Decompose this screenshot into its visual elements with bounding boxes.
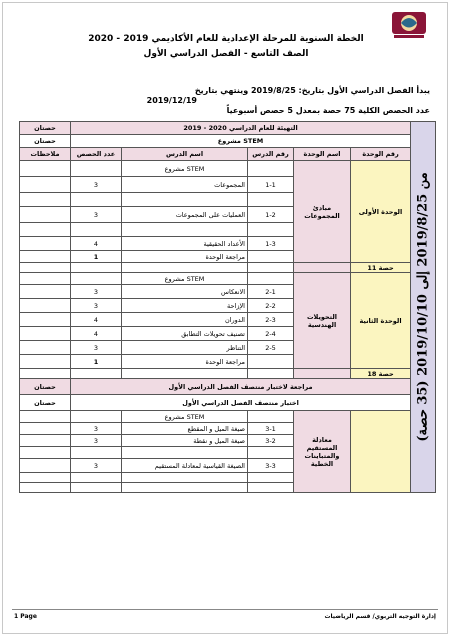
stem-row	[20, 135, 411, 148]
table-row: 3 المجموعات 1-1	[20, 177, 411, 193]
prep-count: حصتان	[20, 122, 71, 135]
stem-label: مشروع STEM	[71, 135, 411, 148]
header-periods: عدد الحصص	[71, 148, 122, 161]
table-row: 4 تصنيف تحويلات التطابق 2-4	[20, 327, 411, 341]
table-row: 3 صيغة الميل و المقطع 3-1	[20, 423, 411, 435]
header-lesson-name: اسم الدرس	[122, 148, 248, 161]
prep-row	[20, 122, 411, 135]
total-periods: عدد الحصص الكلية 75 حصة بمعدل 5 حصص أسبوعياً	[226, 106, 430, 115]
table-row: 1 مراجعة الوحدة	[20, 355, 411, 369]
table-row: 3 التناظر 2-5	[20, 341, 411, 355]
start-line: يبدأ الفصل الدراسي الأول بتاريخ: 2019/8/25 وينتهي بتاريخ	[194, 86, 430, 95]
semester-dates	[195, 86, 430, 95]
table-row: مشروع STEM مبادئ المجموعات الوحدة الأولى	[20, 161, 411, 177]
unit2-total: 18 حصة	[351, 369, 411, 379]
header-unit-name: اسم الوحدة	[294, 148, 351, 161]
header-notes: ملاحظات	[20, 148, 71, 161]
header-row	[20, 148, 411, 161]
stem-count: حصتان	[20, 135, 71, 148]
table-row: 3 العمليات على المجموعات 1-2	[20, 207, 411, 223]
unit1-no: الوحدة الأولى	[351, 161, 411, 263]
unit2-total-row	[20, 369, 411, 379]
unit1-name: مبادئ المجموعات	[294, 161, 351, 263]
header-lesson-no: رقم الدرس	[248, 148, 294, 161]
table-row: 3 الصيغة القياسية لمعادلة المستقيم 3-3	[20, 459, 411, 473]
table-row: 3 صيغة الميل و نقطة 3-2	[20, 435, 411, 447]
side-date-range: من 2019/8/25 إلى 2019/10/10 (35 حصة)	[410, 121, 436, 493]
page-subtitle: الصف التاسع - الفصل الدراسي الأول	[143, 49, 309, 59]
prep-label: التهيئة للعام الدراسي 2020 - 2019	[71, 122, 411, 135]
exam-row	[20, 395, 411, 411]
table-row: 3 الإزاحة 2-2	[20, 299, 411, 313]
unit3-no	[351, 411, 411, 493]
review-label: مراجعة لاختبار منتصف الفصل الدراسي الأول	[71, 379, 411, 395]
page-number: 1 Page	[14, 613, 37, 620]
table-row: مشروع STEM التحويلات الهندسية الوحدة الثانية	[20, 273, 411, 285]
table-row: 3 الانعكاس 2-1	[20, 285, 411, 299]
page-title: الخطة السنوية للمرحلة الإعدادية للعام الأكاديمي 2019 - 2020	[88, 34, 364, 44]
exam-count: حصتان	[20, 395, 71, 411]
review-count: حصتان	[20, 379, 71, 395]
unit1-total-row	[20, 263, 411, 273]
table-row: 4 الدوران 2-3	[20, 313, 411, 327]
table-row: 4 الأعداد الحقيقية 1-3	[20, 237, 411, 251]
table-row: مشروع STEM معادلة المستقيم والمتباينات الخطية	[20, 411, 411, 423]
plan-table	[19, 121, 411, 493]
header-unit-no: رقم الوحدة	[351, 148, 411, 161]
footer-dept: إدارة التوجيه التربوي/ قسم الرياضيات	[324, 613, 436, 620]
unit1-total: 11 حصة	[351, 263, 411, 273]
unit2-name: التحويلات الهندسية	[294, 273, 351, 369]
footer-divider	[12, 609, 438, 610]
unit2-no: الوحدة الثانية	[351, 273, 411, 369]
unit3-name: معادلة المستقيم والمتباينات الخطية	[294, 411, 351, 493]
table-row: 1 مراجعة الوحدة	[20, 251, 411, 263]
exam-label: اختبار منتصف الفصل الدراسي الأول	[71, 395, 411, 411]
end-date: 2019/12/19	[146, 96, 197, 105]
review-row	[20, 379, 411, 395]
